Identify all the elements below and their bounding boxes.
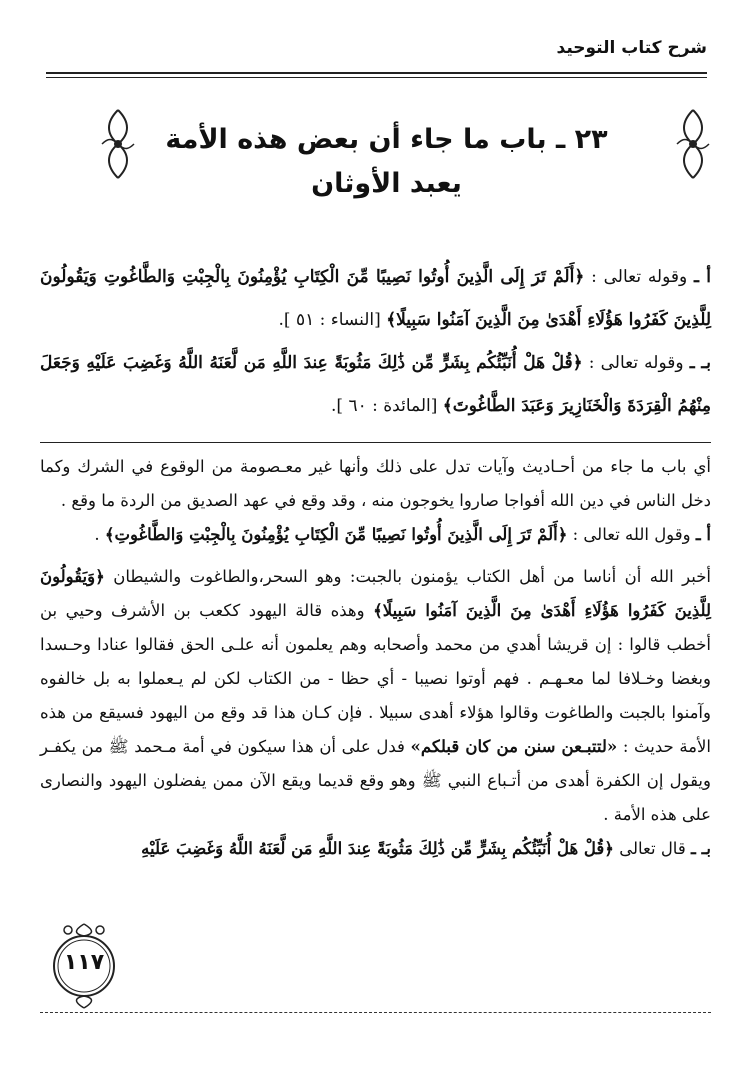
verse-a-intro: وقوله تعالى : [591, 267, 688, 287]
chapter-heading [150, 118, 623, 206]
footer-rule [40, 1012, 711, 1013]
commentary-p4-quran: ﴿قُلْ هَلْ أُنَبِّئُكُم بِشَرٍّ مِّن ذَٰلِكَ مَثُوبَةً عِندَ اللَّهِ مَن لَّعَنَهُ اللَّهُ وَغَضِبَ عَلَيْهِ [141, 839, 614, 858]
verse-a-label: أ ـ [694, 267, 712, 287]
verse-b-intro: وقوله تعالى : [588, 353, 684, 373]
commentary-p2-quran: ﴿أَلَمْ تَرَ إِلَى الَّذِينَ أُوتُوا نَصِيبًا مِّنَ الْكِتَابِ يُؤْمِنُونَ بِالْجِبْتِ وَالطَّاغُوتِ﴾ [104, 525, 568, 544]
running-header-title: شرح كتاب التوحيد [556, 38, 707, 58]
commentary-block [40, 450, 711, 866]
verse-b-ref: [المائدة : ٦٠ ]. [331, 396, 438, 416]
verse-b [40, 342, 711, 428]
commentary-paragraph-1: أي باب ما جاء من أحـاديث وآيات تدل على ذلك وأنها غير معـصومة من الوقوع في الشرك وكما دخل الناس في دين الله أفواجا صاروا يخوجون منه ، وقد وقع في عهد الصديق من الردة ما وقع . [40, 457, 711, 510]
verses-block [40, 256, 711, 428]
commentary-p4-intro: قال تعالى [619, 839, 686, 858]
verse-b-label: بـ ـ [689, 353, 711, 373]
commentary-p2-label: أ ـ [695, 525, 711, 544]
right-ornament-icon [673, 108, 713, 180]
commentary-p2-end: . [94, 525, 100, 544]
commentary-p3-part-b: وهذه قالة اليهود ككعب بن الأشرف وحيي بن أخطب قالوا : إن قريشا أهدي من محمد وأصحابه وهم يعلمون أنه علـى الحق فقالوا عنادا وحـسدا وبغضا وخـلافا لما معـهـم . فهم أوتوا نصيبا - أي حظا - من الكتاب لكن لم يـعملوا به بل خالفوه وآمنوا بالجبت والطاغوت وقالوا هؤلاء أهدى سبيلا . فإن كـان هذا قد وقع من اليهود فسيقع من هذه الأمة حديث : [40, 601, 712, 756]
commentary-p3-quran: ﴿وَيَقُولُونَ لِلَّذِينَ كَفَرُوا هَؤُلَاءِ أَهْدَىٰ مِنَ الَّذِينَ آمَنُوا سَبِيلًا﴾ [40, 567, 711, 620]
commentary-p3-hadith: «لتتبـعن سنن من كان قبلكم» [410, 737, 618, 756]
commentary-paragraph-4 [40, 832, 711, 866]
verse-a [40, 256, 711, 342]
commentary-p3-part-a: أخبر الله أن أناسا من أهل الكتاب يؤمنون بالجبت: وهو السحر،والطاغوت والشيطان [113, 567, 711, 586]
commentary-p2-intro: وقول الله تعالى : [572, 525, 691, 544]
section-divider [40, 442, 711, 443]
verse-b-quran: ﴿قُلْ هَلْ أُنَبِّئُكُم بِشَرٍّ مِّن ذَٰلِكَ مَثُوبَةً عِندَ اللَّهِ مَن لَّعَنَهُ اللَّهُ وَغَضِبَ عَلَيْهِ وَجَعَلَ مِنْهُمُ الْقِرَدَةَ وَالْخَنَازِيرَ وَعَبَدَ الطَّاغُوتَ﴾ [40, 353, 711, 416]
commentary-paragraph-2 [40, 518, 711, 552]
commentary-p3-part-c: فدل على أن هذا سيكون في أمة مـحمد ﷺ من يكفـر ويقول إن الكفرة أهدى من أتـباع النبي ﷺ وهو وقع قديما ويقع الآن ممن يفضلون اليهود والنصارى على هذه الأمة . [40, 737, 711, 824]
paragraph-gap [40, 552, 711, 560]
commentary-p4-label: بـ ـ [690, 839, 711, 858]
chapter-heading-line2: يعبد الأوثان [311, 168, 462, 199]
page-number: ١١٧ [63, 950, 105, 975]
header-rule [46, 72, 707, 78]
left-ornament-icon [98, 108, 138, 180]
verse-a-quran: ﴿أَلَمْ تَرَ إِلَى الَّذِينَ أُوتُوا نَصِيبًا مِّنَ الْكِتَابِ يُؤْمِنُونَ بِالْجِبْتِ وَالطَّاغُوتِ وَيَقُولُونَ لِلَّذِينَ كَفَرُوا هَؤُلَاءِ أَهْدَىٰ مِنَ الَّذِينَ آمَنُوا سَبِيلًا﴾ [40, 267, 711, 330]
chapter-heading-line1: ٢٣ ـ باب ما جاء أن بعض هذه الأمة [165, 124, 608, 155]
verse-a-ref: [النساء : ٥١ ]. [278, 310, 381, 330]
commentary-paragraph-3 [40, 560, 711, 832]
